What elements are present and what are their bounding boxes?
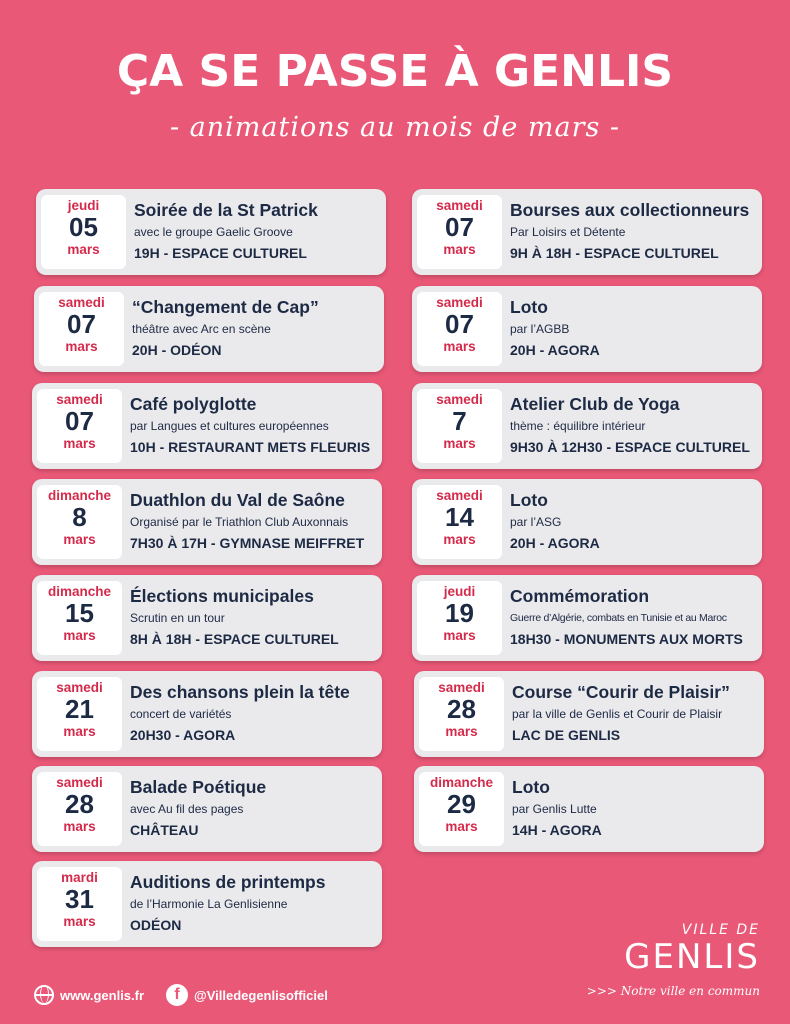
website-link[interactable]: www.genlis.fr (60, 987, 145, 1003)
event-weekday: samedi (436, 198, 483, 213)
facebook-link[interactable]: @Villedegenlisofficiel (194, 987, 328, 1003)
event-card (414, 766, 764, 852)
page-title: ÇA SE PASSE À GENLIS (116, 46, 674, 97)
event-info (512, 776, 762, 839)
event-subtitle: par Langues et cultures européennes (130, 419, 329, 433)
page-subtitle: - animations au mois de mars - (169, 112, 621, 143)
event-place: 8H À 18H - ESPACE CULTUREL (130, 631, 339, 647)
event-weekday: dimanche (429, 775, 494, 790)
event-subtitle: Organisé par le Triathlon Club Auxonnais (130, 515, 349, 529)
event-weekday: samedi (58, 295, 105, 310)
event-month: mars (67, 242, 100, 257)
event-card (412, 286, 762, 372)
event-info (510, 296, 760, 359)
event-subtitle: avec Au fil des pages (130, 802, 244, 816)
event-month: mars (443, 242, 476, 257)
event-title: Loto (510, 490, 548, 510)
event-place: 9H À 18H - ESPACE CULTUREL (510, 245, 719, 261)
event-date-box (37, 581, 122, 655)
event-subtitle: Scrutin en un tour (130, 611, 225, 625)
event-place: 20H - AGORA (510, 342, 600, 358)
event-date-box (417, 485, 502, 559)
brand-name: GENLIS (624, 937, 760, 977)
event-weekday: mardi (61, 870, 98, 885)
event-weekday: samedi (436, 488, 483, 503)
event-title: Soirée de la St Patrick (134, 200, 318, 220)
event-date-box (37, 867, 122, 941)
event-info (132, 296, 382, 359)
event-title: Balade Poétique (130, 777, 267, 797)
event-card (32, 479, 382, 565)
event-date-box (417, 581, 502, 655)
event-title: Auditions de printemps (130, 872, 326, 892)
event-weekday: samedi (56, 680, 103, 695)
event-card (412, 189, 762, 275)
event-day: 07 (445, 212, 474, 242)
event-date-box (417, 195, 502, 269)
event-title: Élections municipales (130, 586, 314, 606)
event-date-box (417, 292, 502, 366)
event-card (412, 383, 762, 469)
event-date-box (417, 389, 502, 463)
event-date-box (37, 677, 122, 751)
brand-logo (580, 922, 760, 998)
event-subtitle: Guerre d’Algérie, combats en Tunisie et au Maroc (510, 612, 727, 624)
event-card (414, 671, 764, 757)
event-day: 8 (72, 502, 87, 532)
event-info (130, 776, 380, 839)
event-title: Bourses aux collectionneurs (510, 200, 750, 220)
event-title: Loto (510, 297, 548, 317)
event-title: Café polyglotte (130, 394, 257, 414)
event-subtitle: concert de variétés (130, 707, 232, 721)
event-place: 20H - ODÉON (132, 342, 222, 358)
event-place: LAC DE GENLIS (512, 727, 621, 743)
event-day: 28 (447, 694, 476, 724)
event-info (510, 489, 760, 552)
event-card (32, 861, 382, 947)
event-month: mars (63, 628, 96, 643)
event-weekday: samedi (438, 680, 485, 695)
event-card (36, 189, 386, 275)
event-place: 20H30 - AGORA (130, 727, 236, 743)
event-month: mars (63, 436, 96, 451)
event-day: 28 (65, 789, 94, 819)
event-title: Commémoration (510, 586, 650, 606)
event-day: 7 (452, 406, 467, 436)
event-weekday: jeudi (443, 584, 476, 599)
brand-tagline: >>> Notre ville en commun (586, 984, 760, 998)
event-place: 9H30 À 12H30 - ESPACE CULTUREL (510, 439, 750, 455)
event-weekday: samedi (436, 295, 483, 310)
event-info (510, 585, 760, 648)
event-weekday: samedi (56, 775, 103, 790)
event-place: 10H - RESTAURANT METS FLEURIS (130, 439, 371, 455)
event-title: Loto (512, 777, 550, 797)
event-subtitle: par Genlis Lutte (512, 802, 597, 816)
event-place: 18H30 - MONUMENTS AUX MORTS (510, 631, 743, 647)
event-place: 19H - ESPACE CULTUREL (134, 245, 307, 261)
event-subtitle: par la ville de Genlis et Courir de Plaisir (512, 707, 723, 721)
event-day: 14 (445, 502, 474, 532)
event-date-box (37, 772, 122, 846)
event-title: “Changement de Cap” (132, 297, 319, 317)
globe-icon (34, 985, 54, 1005)
event-info (130, 489, 380, 552)
event-day: 07 (445, 309, 474, 339)
event-place: 7H30 À 17H - GYMNASE MEIFFRET (130, 535, 365, 551)
event-info (512, 681, 762, 744)
event-info (130, 871, 380, 934)
event-subtitle: avec le groupe Gaelic Groove (134, 225, 293, 239)
event-month: mars (443, 436, 476, 451)
event-card (412, 479, 762, 565)
event-card (32, 671, 382, 757)
event-info (130, 681, 380, 744)
event-weekday: dimanche (47, 488, 112, 503)
event-info (130, 393, 380, 456)
event-place: ODÉON (130, 917, 182, 933)
event-month: mars (443, 339, 476, 354)
event-card (32, 383, 382, 469)
event-place: 14H - AGORA (512, 822, 602, 838)
event-month: mars (443, 628, 476, 643)
event-date-box (37, 389, 122, 463)
event-weekday: samedi (436, 392, 483, 407)
event-subtitle: Par Loisirs et Détente (510, 225, 626, 239)
event-date-box (41, 195, 126, 269)
event-subtitle: théâtre avec Arc en scène (132, 322, 271, 336)
event-weekday: samedi (56, 392, 103, 407)
event-card (32, 766, 382, 852)
event-place: 20H - AGORA (510, 535, 600, 551)
event-info (130, 585, 380, 648)
event-day: 29 (447, 789, 476, 819)
event-date-box (419, 677, 504, 751)
event-subtitle: de l’Harmonie La Genlisienne (130, 897, 288, 911)
brand-prefix: VILLE DE (681, 922, 760, 938)
event-day: 31 (65, 884, 94, 914)
event-month: mars (63, 532, 96, 547)
event-month: mars (445, 724, 478, 739)
event-month: mars (445, 819, 478, 834)
event-date-box (37, 485, 122, 559)
event-month: mars (63, 724, 96, 739)
event-title: Atelier Club de Yoga (510, 394, 680, 414)
event-day: 05 (69, 212, 98, 242)
facebook-icon: f (166, 984, 188, 1006)
event-month: mars (65, 339, 98, 354)
event-place: CHÂTEAU (130, 822, 199, 838)
event-card (34, 286, 384, 372)
event-month: mars (63, 819, 96, 834)
event-card (32, 575, 382, 661)
event-subtitle: thème : équilibre intérieur (510, 419, 646, 433)
event-title: Duathlon du Val de Saône (130, 490, 345, 510)
event-subtitle: par l’ASG (510, 515, 562, 529)
event-title: Des chansons plein la tête (130, 682, 350, 702)
event-day: 21 (65, 694, 94, 724)
event-day: 07 (67, 309, 96, 339)
event-subtitle: par l’AGBB (510, 322, 570, 336)
footer (34, 982, 328, 1008)
event-info (510, 199, 760, 262)
event-title: Course “Courir de Plaisir” (512, 682, 730, 702)
event-day: 15 (65, 598, 94, 628)
event-date-box (39, 292, 124, 366)
event-month: mars (63, 914, 96, 929)
event-card (412, 575, 762, 661)
event-info (134, 199, 384, 262)
event-weekday: jeudi (67, 198, 100, 213)
event-month: mars (443, 532, 476, 547)
event-date-box (419, 772, 504, 846)
event-weekday: dimanche (47, 584, 112, 599)
event-day: 19 (445, 598, 474, 628)
event-info (510, 393, 760, 456)
event-day: 07 (65, 406, 94, 436)
